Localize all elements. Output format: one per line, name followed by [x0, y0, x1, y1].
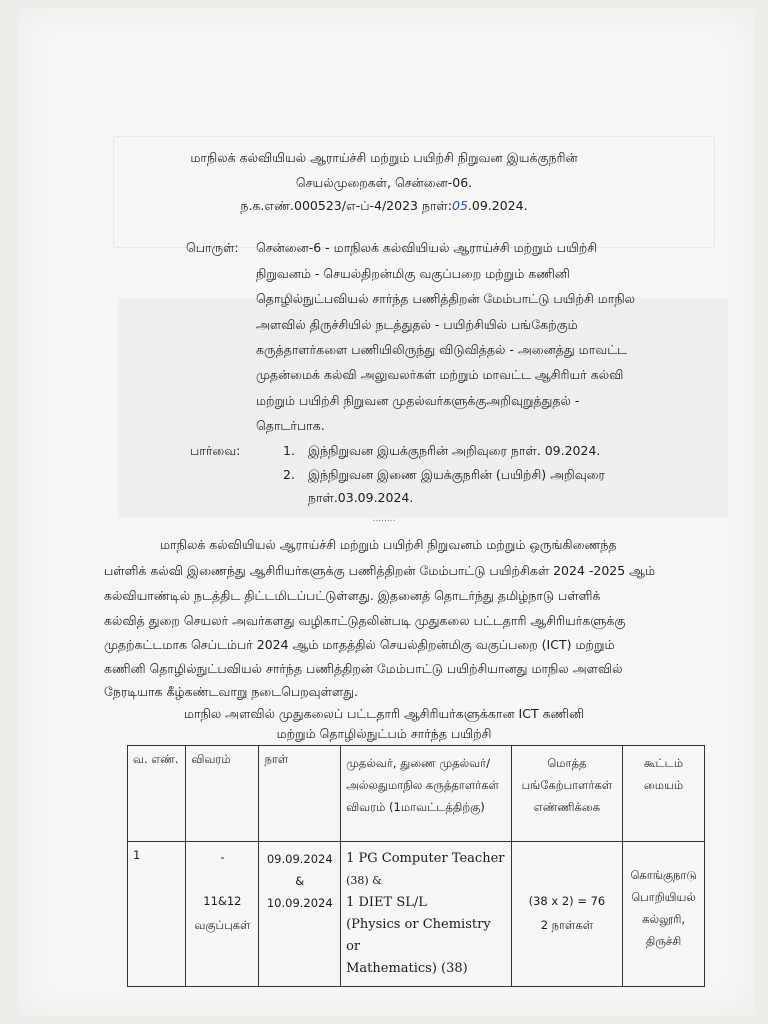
cell-date: [259, 842, 341, 987]
resource-line: (Physics or Chemistry or: [346, 917, 491, 954]
cell-detail: [186, 842, 259, 987]
participants-days: 2 நாள்கள்: [540, 918, 594, 932]
ref-prefix: ந.க.எண்.000523/எ-ப்-4/2023 நாள்:: [240, 198, 453, 213]
body-line: முதற்கட்டமாக செப்டம்பர் 2024 ஆம் மாதத்தில் செயல்திறன்மிகு வகுப்பறை (ICT) மற்றும்: [104, 637, 615, 652]
venue-line: திருச்சி: [645, 934, 682, 948]
subject-line: கருத்தாளர்களை பணியிலிருந்து விடுவித்தல் - அனைத்து மாவட்ட: [256, 342, 628, 357]
cell-detail-class: 11&12: [203, 894, 242, 908]
resource-line: 1 PG Computer Teacher: [346, 851, 505, 866]
reference-item: இந்நிறுவன இணை இயக்குநரின் (பயிற்சி) அறிவுரை: [308, 467, 605, 482]
body-line: கல்வியாண்டில் நடத்திட திட்டமிடப்பட்டுள்ளது. இதனைத் தொடர்ந்து தமிழ்நாடு பள்ளிக்: [104, 588, 601, 603]
subject-line: தொடர்பாக.: [256, 418, 325, 433]
body-line: மாநிலக் கல்வியியல் ஆராய்ச்சி மற்றும் பயிற்சி நிறுவனம் மற்றும் ஒருங்கிணைந்த: [160, 537, 617, 552]
subject-line: முதன்மைக் கல்வி அலுவலர்கள் மற்றும் மாவட்ட ஆசிரியர் கல்வி: [256, 367, 624, 382]
subject-line: மற்றும் பயிற்சி நிறுவன முதல்வர்களுக்குஅறிவுறுத்துதல் -: [256, 393, 580, 408]
subject-label: பொருள்:: [186, 240, 239, 255]
header-resource-persons: முதல்வர், துணை முதல்வர்/அல்லதுமாநில கருத்தாளர்கள் விவரம் (1மாவட்டத்திற்கு): [341, 746, 512, 842]
training-table: [127, 745, 705, 987]
body-line: பள்ளிக் கல்வி இணைந்து ஆசிரியர்களுக்கு பணித்திறன் மேம்பாட்டு பயிற்சிகள் 2024 -2025 ஆம்: [104, 563, 656, 578]
resource-line: (38) &: [346, 874, 382, 887]
cell-detail-word: வகுப்புகள்: [194, 918, 251, 932]
subject-line: அளவில் திருச்சியில் நடத்துதல் - பயிற்சியில் பங்கேற்கும்: [256, 317, 578, 332]
resource-line: 1 DIET SL/L: [346, 895, 427, 910]
table-header-row: [128, 746, 705, 842]
venue-line: கொங்குநாடு: [630, 868, 697, 882]
cell-detail-dash: -: [220, 850, 225, 864]
header-detail: விவரம்: [186, 746, 259, 842]
ref-date-handwritten: 05: [452, 198, 468, 213]
table-title-line-1: மாநில அளவில் முதுகலைப் பட்டதாரி ஆசிரியர்களுக்கான ICT கணினி: [183, 706, 585, 721]
header-venue: கூட்டம் மையம்: [623, 746, 705, 842]
cell-resource-persons: [341, 842, 512, 987]
reference-num: 2.: [283, 467, 295, 482]
body-line: நேரடியாக கீழ்கண்டவாறு நடைபெறவுள்ளது.: [104, 684, 359, 699]
subject-line: தொழில்நுட்பவியல் சார்ந்த பணித்திறன் மேம்பாட்டு பயிற்சி மாநில: [256, 291, 636, 306]
ref-suffix: .09.2024.: [467, 198, 528, 213]
header-line-1: மாநிலக் கல்வியியல் ஆராய்ச்சி மற்றும் பயிற்சி நிறுவன இயக்குநரின்: [190, 150, 578, 165]
table-row: [128, 842, 705, 987]
venue-line: பொறியியல்: [631, 890, 696, 904]
header-date: நாள்: [259, 746, 341, 842]
cell-participants: [511, 842, 622, 987]
venue-line: கல்லூரி,: [642, 912, 685, 926]
header-line-2: செயல்முறைகள், சென்னை-06.: [295, 175, 473, 190]
reference-item: நாள்.03.09.2024.: [308, 490, 414, 505]
reference-label: பார்வை:: [190, 443, 241, 458]
reference-number: [0, 198, 768, 215]
header-participants: மொத்த பங்கேற்பாளர்கள் எண்ணிக்கை: [511, 746, 622, 842]
cell-venue: [623, 842, 705, 987]
section-divider: ........: [372, 514, 396, 524]
table-title-line-2: மற்றும் தொழில்நுட்பம் சார்ந்த பயிற்சி: [276, 726, 492, 741]
header-sno: வ. எண்.: [128, 746, 186, 842]
body-line: கணினி தொழில்நுட்பவியல் சார்ந்த பணித்திறன் மேம்பாட்டு பயிற்சியானது மாநில அளவில்: [104, 661, 623, 676]
subject-line: சென்னை-6 - மாநிலக் கல்வியியல் ஆராய்ச்சி மற்றும் பயிற்சி: [256, 240, 598, 255]
cell-date-2: 10.09.2024: [266, 896, 333, 910]
reference-num: 1.: [283, 443, 295, 458]
cell-date-amp: &: [295, 874, 305, 888]
participants-count: (38 x 2) = 76: [528, 894, 606, 908]
subject-line: நிறுவனம் - செயல்திறன்மிகு வகுப்பறை மற்றும் கணினி: [256, 266, 570, 281]
cell-sno: 1: [128, 842, 186, 987]
resource-line: Mathematics) (38): [346, 961, 468, 976]
reference-item: இந்நிறுவன இயக்குநரின் அறிவுரை நாள். 09.2024.: [308, 443, 601, 458]
cell-date-1: 09.09.2024: [266, 852, 333, 866]
body-line: கல்வித் துறை செயலர் அவர்களது வழிகாட்டுதலின்படி முதுகலை பட்டதாரி ஆசிரியர்களுக்கு: [104, 613, 626, 628]
